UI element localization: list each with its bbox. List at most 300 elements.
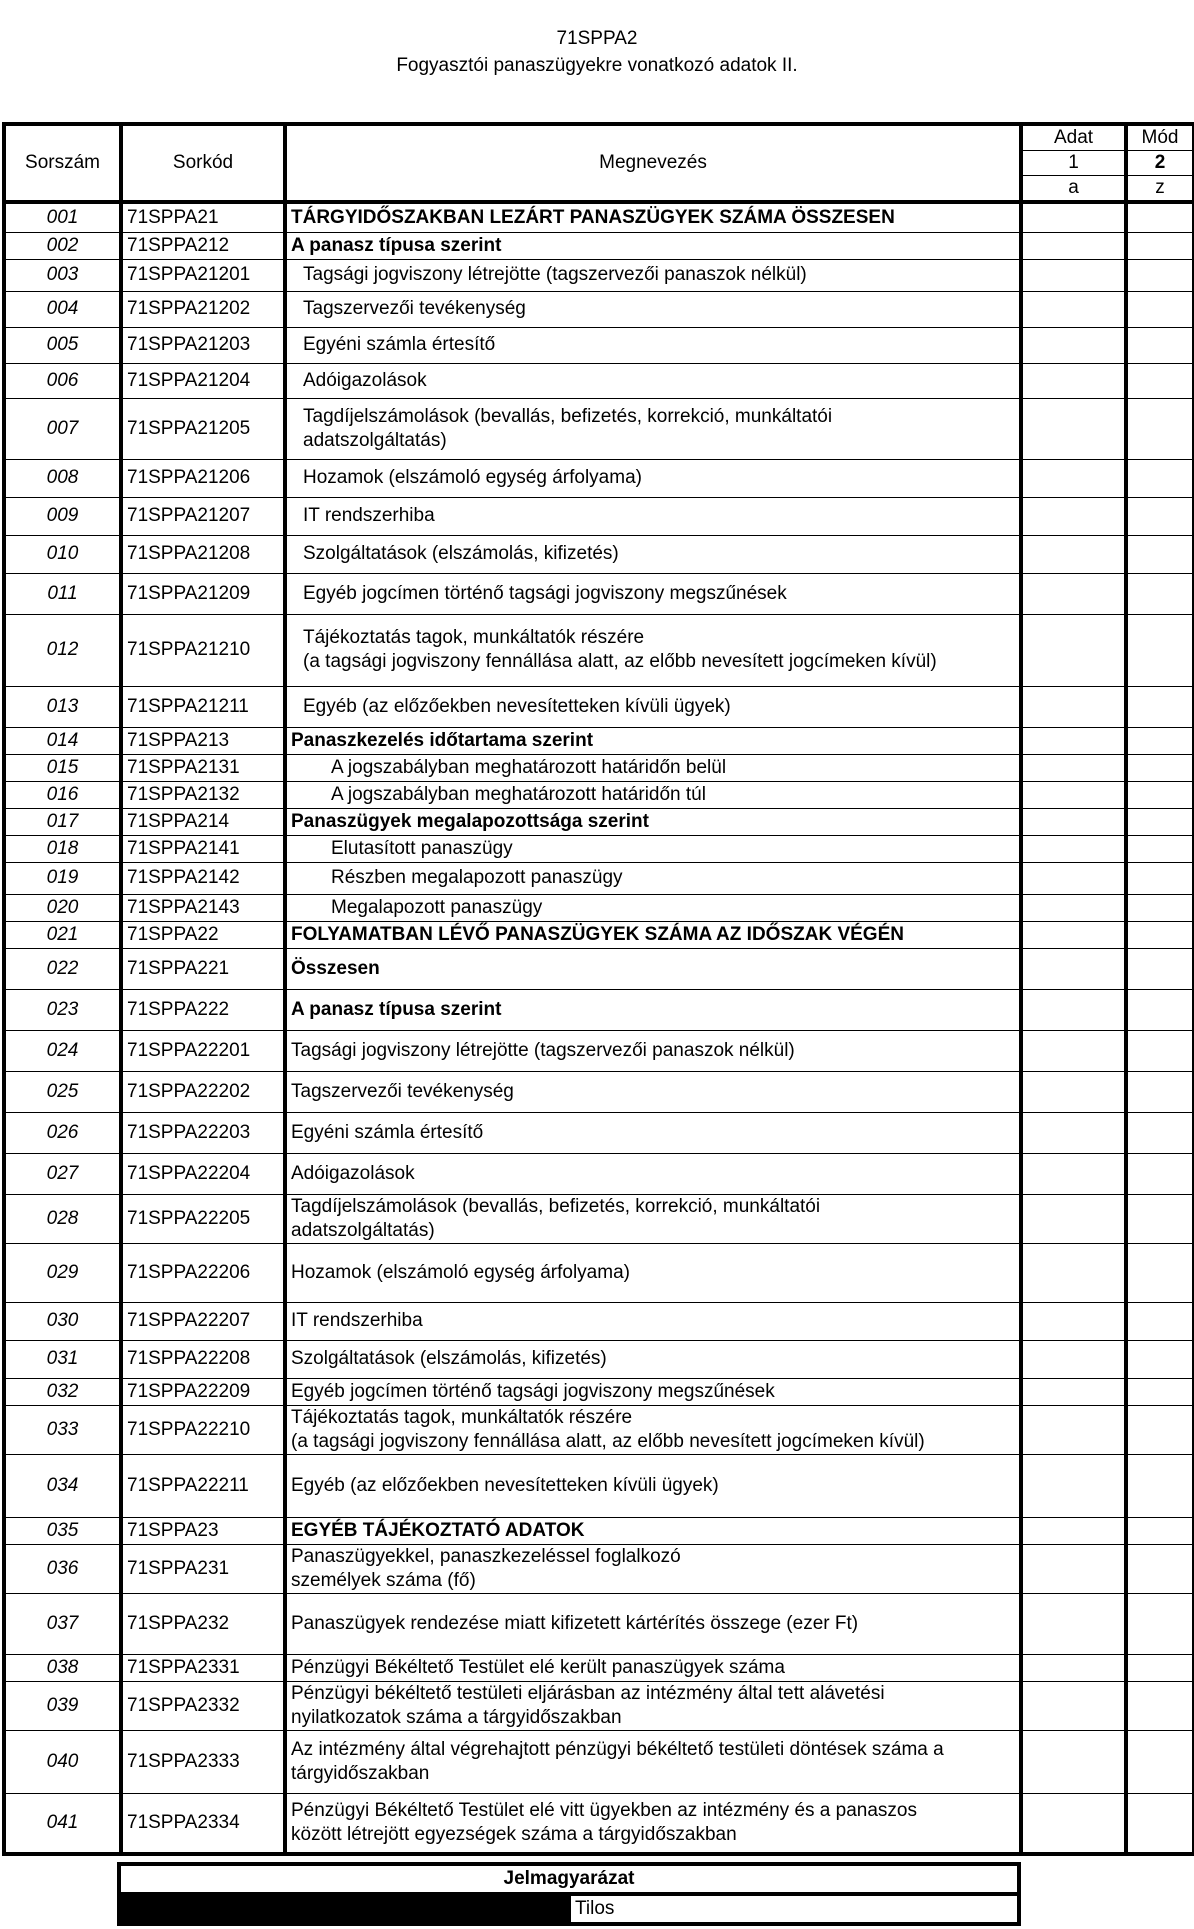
row-name-line: Tagdíjelszámolások (bevallás, befizetés, korrekció, munkáltatói bbox=[303, 405, 833, 427]
row-number: 003 bbox=[4, 259, 121, 291]
form-subtitle: Fogyasztói panaszügyekre vonatkozó adatok II. bbox=[396, 55, 798, 76]
adat-cell[interactable] bbox=[1021, 1340, 1126, 1378]
row-name bbox=[285, 497, 1021, 535]
mod-cell[interactable] bbox=[1126, 1030, 1194, 1071]
row-name bbox=[285, 232, 1021, 259]
row-number: 014 bbox=[4, 727, 121, 754]
row-number: 018 bbox=[4, 835, 121, 862]
mod-cell[interactable] bbox=[1126, 327, 1194, 363]
table-row bbox=[4, 754, 1194, 781]
table-row bbox=[4, 459, 1194, 497]
row-code: 71SPPA221 bbox=[121, 948, 285, 989]
row-name bbox=[285, 1302, 1021, 1340]
row-name-line: FOLYAMATBAN LÉVŐ PANASZÜGYEK SZÁMA AZ IDŐSZAK VÉGÉN bbox=[291, 923, 904, 945]
table-row bbox=[4, 1112, 1194, 1153]
row-code: 71SPPA22207 bbox=[121, 1302, 285, 1340]
row-name bbox=[285, 948, 1021, 989]
table-row bbox=[4, 1153, 1194, 1194]
row-code: 71SPPA21209 bbox=[121, 573, 285, 614]
mod-cell[interactable] bbox=[1126, 232, 1194, 259]
row-number: 015 bbox=[4, 754, 121, 781]
table-row bbox=[4, 686, 1194, 727]
row-name bbox=[285, 808, 1021, 835]
mod-cell[interactable] bbox=[1126, 202, 1194, 232]
row-name bbox=[285, 894, 1021, 921]
mod-cell[interactable] bbox=[1126, 1071, 1194, 1112]
row-name-line: Egyéb jogcímen történő tagsági jogviszony megszűnések bbox=[303, 582, 787, 604]
row-code: 71SPPA21207 bbox=[121, 497, 285, 535]
row-name-line: Tájékoztatás tagok, munkáltatók részére bbox=[303, 627, 645, 648]
row-number: 038 bbox=[4, 1654, 121, 1681]
table-row bbox=[4, 1030, 1194, 1071]
row-number: 035 bbox=[4, 1517, 121, 1544]
row-name bbox=[285, 1340, 1021, 1378]
table-row bbox=[4, 1454, 1194, 1517]
adat-cell[interactable] bbox=[1021, 291, 1126, 327]
row-code: 71SPPA21203 bbox=[121, 327, 285, 363]
row-number: 001 bbox=[4, 202, 121, 232]
adat-cell[interactable] bbox=[1021, 1030, 1126, 1071]
col-header-mod-letter: z bbox=[1126, 176, 1194, 203]
table-row bbox=[4, 1681, 1194, 1730]
row-name-line: EGYÉB TÁJÉKOZTATÓ ADATOK bbox=[291, 1519, 585, 1541]
col-header-adat: Adat bbox=[1021, 124, 1126, 151]
row-number: 039 bbox=[4, 1681, 121, 1730]
row-name-line: A jogszabályban meghatározott határidőn túl bbox=[331, 783, 706, 805]
row-number: 016 bbox=[4, 781, 121, 808]
row-name bbox=[285, 398, 1021, 459]
mod-cell[interactable] bbox=[1126, 1302, 1194, 1340]
adat-cell[interactable] bbox=[1021, 948, 1126, 989]
row-number: 034 bbox=[4, 1454, 121, 1517]
row-name bbox=[285, 1378, 1021, 1405]
row-code: 71SPPA213 bbox=[121, 727, 285, 754]
row-code: 71SPPA21204 bbox=[121, 363, 285, 398]
adat-cell[interactable] bbox=[1021, 1730, 1126, 1793]
table-row bbox=[4, 202, 1194, 232]
row-name-line: A panasz típusa szerint bbox=[291, 998, 502, 1020]
row-number: 006 bbox=[4, 363, 121, 398]
row-number: 024 bbox=[4, 1030, 121, 1071]
adat-cell[interactable] bbox=[1021, 1654, 1126, 1681]
row-code: 71SPPA22211 bbox=[121, 1454, 285, 1517]
row-code: 71SPPA22209 bbox=[121, 1378, 285, 1405]
mod-cell[interactable] bbox=[1126, 497, 1194, 535]
row-name bbox=[285, 1405, 1021, 1454]
mod-cell[interactable] bbox=[1126, 1153, 1194, 1194]
row-name bbox=[285, 727, 1021, 754]
col-header-sorkod: Sorkód bbox=[121, 124, 285, 202]
row-name-line: A panasz típusa szerint bbox=[291, 234, 502, 256]
row-number: 013 bbox=[4, 686, 121, 727]
mod-cell[interactable] bbox=[1126, 1405, 1194, 1454]
row-name-line: Részben megalapozott panaszügy bbox=[331, 867, 623, 888]
table-row bbox=[4, 1730, 1194, 1793]
adat-cell[interactable] bbox=[1021, 862, 1126, 894]
table-row bbox=[4, 327, 1194, 363]
row-code: 71SPPA21211 bbox=[121, 686, 285, 727]
row-number: 037 bbox=[4, 1593, 121, 1654]
form-code: 71SPPA2 bbox=[556, 28, 638, 49]
adat-cell[interactable] bbox=[1021, 754, 1126, 781]
table-row bbox=[4, 1593, 1194, 1654]
mod-cell[interactable] bbox=[1126, 1340, 1194, 1378]
row-code: 71SPPA2331 bbox=[121, 1654, 285, 1681]
col-header-mod-number: 2 bbox=[1126, 151, 1194, 176]
col-header-megnevezes: Megnevezés bbox=[285, 124, 1021, 202]
row-number: 008 bbox=[4, 459, 121, 497]
row-name-line: Egyéni számla értesítő bbox=[291, 1121, 484, 1143]
row-code: 71SPPA22206 bbox=[121, 1243, 285, 1302]
legend-item-label: Tilos bbox=[569, 1894, 1019, 1924]
row-number: 029 bbox=[4, 1243, 121, 1302]
row-code: 71SPPA22208 bbox=[121, 1340, 285, 1378]
table-row bbox=[4, 781, 1194, 808]
row-code: 71SPPA22201 bbox=[121, 1030, 285, 1071]
row-name-line: Panaszügyek megalapozottsága szerint bbox=[291, 810, 649, 832]
row-code: 71SPPA21202 bbox=[121, 291, 285, 327]
row-name-line: Egyéb (az előzőekben nevesítetteken kívüli ügyek) bbox=[303, 695, 731, 717]
adat-cell[interactable] bbox=[1021, 614, 1126, 686]
adat-cell[interactable] bbox=[1021, 808, 1126, 835]
row-name bbox=[285, 989, 1021, 1030]
table-row bbox=[4, 535, 1194, 573]
table-row bbox=[4, 398, 1194, 459]
table-row bbox=[4, 894, 1194, 921]
adat-cell[interactable] bbox=[1021, 1243, 1126, 1302]
row-name-line: Hozamok (elszámoló egység árfolyama) bbox=[291, 1261, 630, 1283]
mod-cell[interactable] bbox=[1126, 1730, 1194, 1793]
row-name bbox=[285, 291, 1021, 327]
mod-cell[interactable] bbox=[1126, 1378, 1194, 1405]
row-code: 71SPPA21208 bbox=[121, 535, 285, 573]
row-name-line: Adóigazolások bbox=[291, 1162, 415, 1184]
row-number: 007 bbox=[4, 398, 121, 459]
mod-cell[interactable] bbox=[1126, 614, 1194, 686]
adat-cell[interactable] bbox=[1021, 727, 1126, 754]
table-row bbox=[4, 1378, 1194, 1405]
row-name-line-2: (a tagsági jogviszony fennállása alatt, az előbb nevesített jogcímeken kívül) bbox=[291, 1430, 925, 1452]
adat-cell[interactable] bbox=[1021, 573, 1126, 614]
mod-cell[interactable] bbox=[1126, 535, 1194, 573]
row-name bbox=[285, 754, 1021, 781]
row-number: 040 bbox=[4, 1730, 121, 1793]
mod-cell[interactable] bbox=[1126, 1454, 1194, 1517]
col-header-mod: Mód bbox=[1126, 124, 1194, 151]
table-row bbox=[4, 921, 1194, 948]
row-name-line: Szolgáltatások (elszámolás, kifizetés) bbox=[303, 543, 619, 564]
row-name bbox=[285, 1454, 1021, 1517]
adat-cell[interactable] bbox=[1021, 1681, 1126, 1730]
col-header-adat-number: 1 bbox=[1021, 151, 1126, 176]
mod-cell[interactable] bbox=[1126, 259, 1194, 291]
mod-cell[interactable] bbox=[1126, 808, 1194, 835]
row-name-line: Egyéb jogcímen történő tagsági jogviszony megszűnések bbox=[291, 1380, 775, 1402]
row-name bbox=[285, 363, 1021, 398]
table-row bbox=[4, 1517, 1194, 1544]
row-name-line-2: személyek száma (fő) bbox=[291, 1569, 476, 1591]
row-name bbox=[285, 1194, 1021, 1243]
table-row bbox=[4, 1071, 1194, 1112]
row-name bbox=[285, 1654, 1021, 1681]
mod-cell[interactable] bbox=[1126, 894, 1194, 921]
row-code: 71SPPA214 bbox=[121, 808, 285, 835]
legend-swatch bbox=[119, 1894, 569, 1924]
adat-cell[interactable] bbox=[1021, 363, 1126, 398]
row-name-line: Tagsági jogviszony létrejötte (tagszervezői panaszok nélkül) bbox=[303, 264, 807, 285]
row-name-line: Megalapozott panaszügy bbox=[331, 896, 543, 918]
mod-cell[interactable] bbox=[1126, 948, 1194, 989]
table-row bbox=[4, 1405, 1194, 1454]
row-number: 032 bbox=[4, 1378, 121, 1405]
row-name bbox=[285, 1681, 1021, 1730]
row-number: 004 bbox=[4, 291, 121, 327]
adat-cell[interactable] bbox=[1021, 1112, 1126, 1153]
row-code: 71SPPA22203 bbox=[121, 1112, 285, 1153]
adat-cell[interactable] bbox=[1021, 1793, 1126, 1854]
row-name bbox=[285, 1517, 1021, 1544]
row-number: 036 bbox=[4, 1544, 121, 1593]
data-table bbox=[2, 122, 1194, 1856]
mod-cell[interactable] bbox=[1126, 398, 1194, 459]
row-number: 019 bbox=[4, 862, 121, 894]
row-name-line-2: (a tagsági jogviszony fennállása alatt, az előbb nevesített jogcímeken kívül) bbox=[303, 651, 937, 672]
row-code: 71SPPA212 bbox=[121, 232, 285, 259]
mod-cell[interactable] bbox=[1126, 459, 1194, 497]
row-name bbox=[285, 781, 1021, 808]
row-number: 012 bbox=[4, 614, 121, 686]
table-row bbox=[4, 1544, 1194, 1593]
legend-title: Jelmagyarázat bbox=[119, 1864, 1019, 1894]
legend-table bbox=[117, 1862, 1021, 1926]
mod-cell[interactable] bbox=[1126, 1681, 1194, 1730]
adat-cell[interactable] bbox=[1021, 1194, 1126, 1243]
row-name-line: Adóigazolások bbox=[303, 369, 427, 391]
row-name bbox=[285, 1153, 1021, 1194]
row-name bbox=[285, 835, 1021, 862]
row-number: 010 bbox=[4, 535, 121, 573]
row-number: 022 bbox=[4, 948, 121, 989]
row-number: 025 bbox=[4, 1071, 121, 1112]
row-name-line-2: adatszolgáltatás) bbox=[291, 1219, 435, 1241]
row-name-line-2: tárgyidőszakban bbox=[291, 1762, 430, 1784]
adat-cell[interactable] bbox=[1021, 989, 1126, 1030]
row-number: 028 bbox=[4, 1194, 121, 1243]
table-body bbox=[4, 202, 1194, 1854]
row-number: 026 bbox=[4, 1112, 121, 1153]
adat-cell[interactable] bbox=[1021, 259, 1126, 291]
row-number: 027 bbox=[4, 1153, 121, 1194]
row-code: 71SPPA22204 bbox=[121, 1153, 285, 1194]
row-number: 020 bbox=[4, 894, 121, 921]
adat-cell[interactable] bbox=[1021, 398, 1126, 459]
row-name bbox=[285, 259, 1021, 291]
row-name-line: Pénzügyi Békéltető Testület elé vitt ügyekben az intézmény és a panaszos bbox=[291, 1799, 917, 1821]
row-name bbox=[285, 1593, 1021, 1654]
table-row bbox=[4, 727, 1194, 754]
table-row bbox=[4, 291, 1194, 327]
table-row bbox=[4, 835, 1194, 862]
row-code: 71SPPA2333 bbox=[121, 1730, 285, 1793]
row-name-line: Összesen bbox=[291, 957, 380, 979]
table-row bbox=[4, 989, 1194, 1030]
adat-cell[interactable] bbox=[1021, 1517, 1126, 1544]
row-name bbox=[285, 1793, 1021, 1854]
row-name bbox=[285, 614, 1021, 686]
row-code: 71SPPA2132 bbox=[121, 781, 285, 808]
mod-cell[interactable] bbox=[1126, 573, 1194, 614]
table-row bbox=[4, 232, 1194, 259]
adat-cell[interactable] bbox=[1021, 1544, 1126, 1593]
col-header-sorszam: Sorszám bbox=[4, 124, 121, 202]
mod-cell[interactable] bbox=[1126, 754, 1194, 781]
row-name-line: Tagszervezői tevékenység bbox=[291, 1080, 514, 1102]
row-name bbox=[285, 1112, 1021, 1153]
table-row bbox=[4, 1654, 1194, 1681]
row-name-line: Tagsági jogviszony létrejötte (tagszervezői panaszok nélkül) bbox=[291, 1039, 795, 1061]
row-name bbox=[285, 1030, 1021, 1071]
mod-cell[interactable] bbox=[1126, 1517, 1194, 1544]
adat-cell[interactable] bbox=[1021, 202, 1126, 232]
col-header-adat-letter: a bbox=[1021, 176, 1126, 203]
mod-cell[interactable] bbox=[1126, 835, 1194, 862]
adat-cell[interactable] bbox=[1021, 1593, 1126, 1654]
row-name bbox=[285, 573, 1021, 614]
table-row bbox=[4, 862, 1194, 894]
mod-cell[interactable] bbox=[1126, 363, 1194, 398]
adat-cell[interactable] bbox=[1021, 1454, 1126, 1517]
row-code: 71SPPA21201 bbox=[121, 259, 285, 291]
adat-cell[interactable] bbox=[1021, 232, 1126, 259]
mod-cell[interactable] bbox=[1126, 1793, 1194, 1854]
mod-cell[interactable] bbox=[1126, 1654, 1194, 1681]
row-name-line: Panaszügyek rendezése miatt kifizetett kártérítés összege (ezer Ft) bbox=[291, 1612, 859, 1634]
mod-cell[interactable] bbox=[1126, 921, 1194, 948]
row-number: 021 bbox=[4, 921, 121, 948]
row-name-line: Tagszervezői tevékenység bbox=[303, 298, 526, 319]
row-code: 71SPPA21 bbox=[121, 202, 285, 232]
row-name bbox=[285, 535, 1021, 573]
mod-cell[interactable] bbox=[1126, 1112, 1194, 1153]
row-code: 71SPPA21210 bbox=[121, 614, 285, 686]
adat-cell[interactable] bbox=[1021, 1302, 1126, 1340]
row-number: 033 bbox=[4, 1405, 121, 1454]
row-code: 71SPPA2334 bbox=[121, 1793, 285, 1854]
row-name-line: Tagdíjelszámolások (bevallás, befizetés, korrekció, munkáltatói bbox=[291, 1195, 821, 1217]
row-name bbox=[285, 459, 1021, 497]
adat-cell[interactable] bbox=[1021, 327, 1126, 363]
row-name-line: Panaszügyekkel, panaszkezeléssel foglalkozó bbox=[291, 1545, 681, 1567]
table-row bbox=[4, 948, 1194, 989]
adat-cell[interactable] bbox=[1021, 1405, 1126, 1454]
row-name-line: Elutasított panaszügy bbox=[331, 837, 513, 859]
row-code: 71SPPA23 bbox=[121, 1517, 285, 1544]
row-code: 71SPPA22210 bbox=[121, 1405, 285, 1454]
row-code: 71SPPA232 bbox=[121, 1593, 285, 1654]
row-number: 002 bbox=[4, 232, 121, 259]
table-row bbox=[4, 497, 1194, 535]
row-code: 71SPPA2131 bbox=[121, 754, 285, 781]
table-row bbox=[4, 1194, 1194, 1243]
mod-cell[interactable] bbox=[1126, 1194, 1194, 1243]
adat-cell[interactable] bbox=[1021, 459, 1126, 497]
table-row bbox=[4, 1302, 1194, 1340]
adat-cell[interactable] bbox=[1021, 781, 1126, 808]
row-number: 031 bbox=[4, 1340, 121, 1378]
row-name bbox=[285, 327, 1021, 363]
table-row bbox=[4, 1793, 1194, 1854]
row-name bbox=[285, 921, 1021, 948]
row-name bbox=[285, 1243, 1021, 1302]
row-number: 030 bbox=[4, 1302, 121, 1340]
row-code: 71SPPA222 bbox=[121, 989, 285, 1030]
row-code: 71SPPA2142 bbox=[121, 862, 285, 894]
adat-cell[interactable] bbox=[1021, 835, 1126, 862]
adat-cell[interactable] bbox=[1021, 894, 1126, 921]
row-code: 71SPPA2141 bbox=[121, 835, 285, 862]
adat-cell[interactable] bbox=[1021, 1071, 1126, 1112]
table-row bbox=[4, 1243, 1194, 1302]
row-number: 011 bbox=[4, 573, 121, 614]
row-name-line: Egyéni számla értesítő bbox=[303, 334, 496, 355]
row-name-line: TÁRGYIDŐSZAKBAN LEZÁRT PANASZÜGYEK SZÁMA ÖSSZESEN bbox=[291, 206, 895, 228]
mod-cell[interactable] bbox=[1126, 862, 1194, 894]
table-row bbox=[4, 573, 1194, 614]
row-code: 71SPPA231 bbox=[121, 1544, 285, 1593]
mod-cell[interactable] bbox=[1126, 291, 1194, 327]
row-name bbox=[285, 202, 1021, 232]
row-name-line: IT rendszerhiba bbox=[291, 1310, 423, 1331]
row-name-line: IT rendszerhiba bbox=[303, 505, 435, 526]
mod-cell[interactable] bbox=[1126, 989, 1194, 1030]
row-code: 71SPPA22202 bbox=[121, 1071, 285, 1112]
row-name-line: A jogszabályban meghatározott határidőn belül bbox=[331, 756, 727, 778]
row-name-line: Hozamok (elszámoló egység árfolyama) bbox=[303, 467, 642, 488]
mod-cell[interactable] bbox=[1126, 781, 1194, 808]
adat-cell[interactable] bbox=[1021, 921, 1126, 948]
row-name-line: Pénzügyi Békéltető Testület elé került panaszügyek száma bbox=[291, 1656, 785, 1678]
row-name bbox=[285, 686, 1021, 727]
mod-cell[interactable] bbox=[1126, 727, 1194, 754]
adat-cell[interactable] bbox=[1021, 1153, 1126, 1194]
mod-cell[interactable] bbox=[1126, 1544, 1194, 1593]
row-number: 005 bbox=[4, 327, 121, 363]
row-code: 71SPPA22205 bbox=[121, 1194, 285, 1243]
row-name bbox=[285, 862, 1021, 894]
row-number: 017 bbox=[4, 808, 121, 835]
row-name-line: Pénzügyi békéltető testületi eljárásban az intézmény által tett alávetési bbox=[291, 1682, 885, 1704]
row-number: 009 bbox=[4, 497, 121, 535]
row-name-line-2: adatszolgáltatás) bbox=[303, 429, 447, 451]
mod-cell[interactable] bbox=[1126, 1593, 1194, 1654]
table-row bbox=[4, 363, 1194, 398]
adat-cell[interactable] bbox=[1021, 497, 1126, 535]
row-name-line: Egyéb (az előzőekben nevesítetteken kívüli ügyek) bbox=[291, 1474, 719, 1496]
row-code: 71SPPA2332 bbox=[121, 1681, 285, 1730]
mod-cell[interactable] bbox=[1126, 686, 1194, 727]
adat-cell[interactable] bbox=[1021, 1378, 1126, 1405]
row-code: 71SPPA22 bbox=[121, 921, 285, 948]
adat-cell[interactable] bbox=[1021, 686, 1126, 727]
mod-cell[interactable] bbox=[1126, 1243, 1194, 1302]
adat-cell[interactable] bbox=[1021, 535, 1126, 573]
row-name-line: Tájékoztatás tagok, munkáltatók részére bbox=[291, 1406, 633, 1428]
row-name bbox=[285, 1730, 1021, 1793]
row-number: 023 bbox=[4, 989, 121, 1030]
row-name bbox=[285, 1544, 1021, 1593]
row-name-line: Szolgáltatások (elszámolás, kifizetés) bbox=[291, 1348, 607, 1369]
row-name-line-2: nyilatkozatok száma a tárgyidőszakban bbox=[291, 1706, 622, 1728]
